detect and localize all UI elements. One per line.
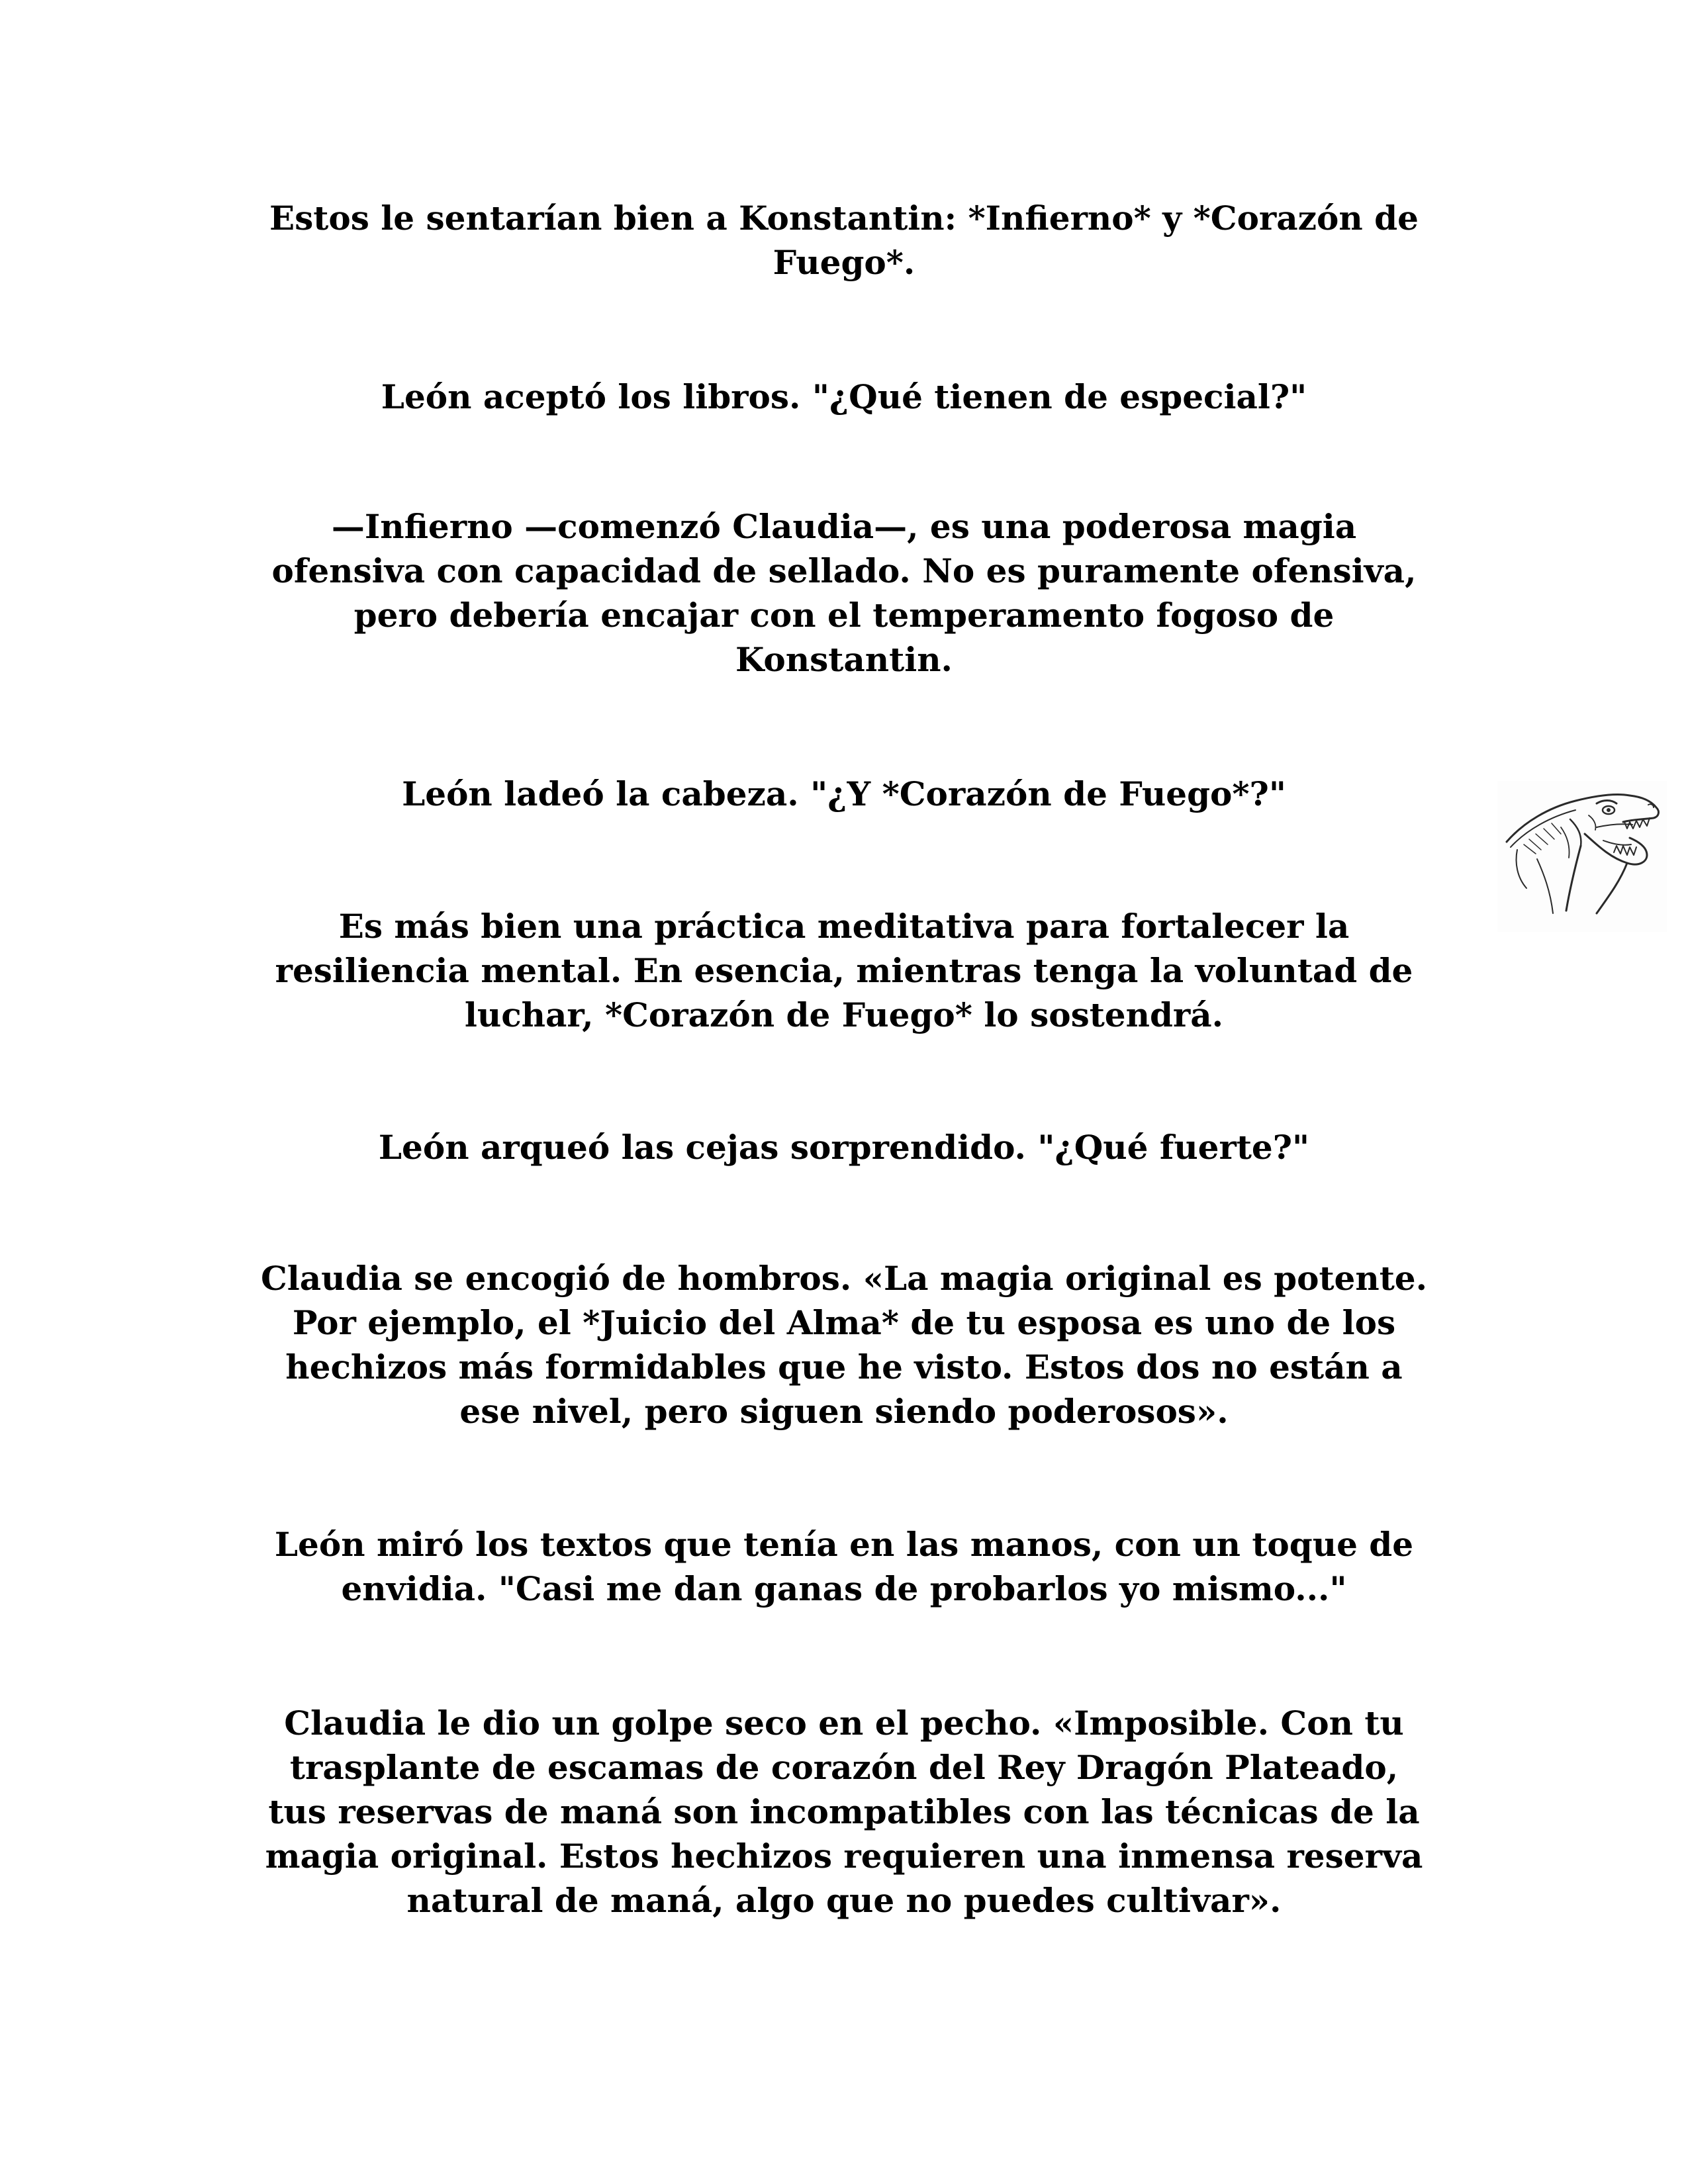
paragraph <box>199 1701 1489 1923</box>
text-line: Fuego*. <box>773 243 915 282</box>
text-line: ofensiva con capacidad de sellado. No es puramente ofensiva, <box>271 551 1417 590</box>
text-line: Claudia se encogió de hombros. «La magia original es potente. <box>260 1259 1428 1298</box>
text-line: León miró los textos que tenía en las manos, con un toque de <box>274 1525 1414 1564</box>
text-line: envidia. "Casi me dan ganas de probarlos yo mismo..." <box>341 1569 1347 1608</box>
text-line: resiliencia mental. En esencia, mientras tenga la voluntad de <box>275 951 1413 990</box>
text-line: pero debería encajar con el temperamento fogoso de <box>353 596 1335 635</box>
text-line: tus reservas de maná son incompatibles con las técnicas de la <box>268 1792 1420 1831</box>
text-line: León arqueó las cejas sorprendido. "¿Qué fuerte?" <box>378 1128 1310 1167</box>
text-line: Es más bien una práctica meditativa para fortalecer la <box>338 907 1350 946</box>
text-line: natural de maná, algo que no puedes cultivar». <box>406 1881 1282 1920</box>
text-line: hechizos más formidables que he visto. Estos dos no están a <box>285 1347 1403 1387</box>
text-line: magia original. Estos hechizos requieren una inmensa reserva <box>265 1837 1423 1876</box>
text-line: luchar, *Corazón de Fuego* lo sostendrá. <box>464 995 1224 1034</box>
text-line: —Infierno —comenzó Claudia—, es una poderosa magia <box>331 507 1357 546</box>
text-line: trasplante de escamas de corazón del Rey Dragón Plateado, <box>289 1748 1399 1787</box>
text-line: Por ejemplo, el *Juicio del Alma* de tu esposa es uno de los <box>292 1303 1396 1342</box>
paragraph <box>199 375 1489 419</box>
text-line: Konstantin. <box>735 640 953 679</box>
paragraph <box>199 196 1489 285</box>
paragraph <box>199 504 1489 682</box>
dinosaur-sketch-icon <box>1497 781 1667 932</box>
paragraph <box>199 1522 1489 1611</box>
text-line: León ladeó la cabeza. "¿Y *Corazón de Fuego*?" <box>402 774 1286 813</box>
text-line: Claudia le dio un golpe seco en el pecho. «Imposible. Con tu <box>284 1704 1404 1743</box>
paragraph <box>199 1256 1489 1433</box>
text-line: ese nivel, pero siguen siendo poderosos». <box>459 1392 1229 1431</box>
text-line: León aceptó los libros. "¿Qué tienen de especial?" <box>381 377 1307 416</box>
paragraph <box>199 772 1489 816</box>
text-line: Estos le sentarían bien a Konstantin: *Infierno* y *Corazón de <box>269 199 1419 238</box>
paragraph <box>199 904 1489 1037</box>
paragraph <box>199 1125 1489 1169</box>
